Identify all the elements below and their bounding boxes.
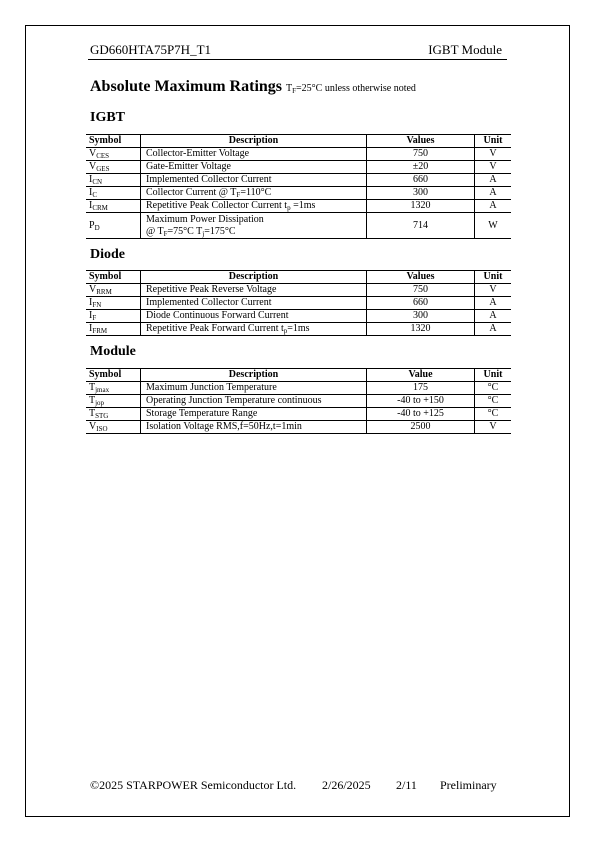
col-unit: Unit <box>475 369 512 382</box>
document-type: IGBT Module <box>428 42 502 57</box>
unit-cell: W <box>475 213 512 239</box>
unit-cell: °C <box>475 408 512 421</box>
symbol-cell: $T_{STG}$ <box>86 408 141 421</box>
unit-cell: A <box>475 174 512 187</box>
table-row <box>86 284 511 297</box>
description-cell: Maximum Junction Temperature <box>141 382 367 395</box>
col-description: Description <box>141 135 367 148</box>
header-rule <box>88 59 507 60</box>
table-row <box>86 174 511 187</box>
section-heading-diode: Diode <box>90 247 125 262</box>
page-title <box>90 78 416 96</box>
col-unit: Unit <box>475 135 512 148</box>
unit-cell: A <box>475 323 512 336</box>
col-symbol: Symbol <box>86 369 141 382</box>
footer-page-number: 2/11 <box>396 778 417 792</box>
title-main: Absolute Maximum Ratings <box>90 78 283 95</box>
value-cell: 750 <box>367 148 475 161</box>
symbol-cell: $T_{jop}$ <box>86 395 141 408</box>
value-cell: 1320 <box>367 200 475 213</box>
table-row <box>86 148 511 161</box>
table-row <box>86 382 511 395</box>
unit-cell: A <box>475 297 512 310</box>
value-cell: 1320 <box>367 323 475 336</box>
section-heading-igbt: IGBT <box>90 110 126 125</box>
col-description: Description <box>141 271 367 284</box>
title-condition: $T_F=25^\circ C$ unless otherwise noted <box>286 83 416 95</box>
description-cell: Collector Current @ $T_F=110^\circ C$ <box>141 187 367 200</box>
symbol-cell: $T_{jmax}$ <box>86 382 141 395</box>
table-header-row <box>86 271 511 284</box>
table-row <box>86 421 511 434</box>
value-cell: 2500 <box>367 421 475 434</box>
value-cell: -40 to +150 <box>367 395 475 408</box>
symbol-cell: $I_{CRM}$ <box>86 200 141 213</box>
symbol-cell: $I_F$ <box>86 310 141 323</box>
value-cell: 660 <box>367 297 475 310</box>
description-cell: Isolation Voltage RMS,f=50Hz,t=1min <box>141 421 367 434</box>
footer-status: Preliminary <box>440 778 497 792</box>
symbol-cell: $V_{CES}$ <box>86 148 141 161</box>
value-cell: -40 to +125 <box>367 408 475 421</box>
unit-cell: V <box>475 284 512 297</box>
col-value: Value <box>367 369 475 382</box>
value-cell: 660 <box>367 174 475 187</box>
table-row <box>86 297 511 310</box>
igbt-table <box>86 134 511 239</box>
unit-cell: V <box>475 161 512 174</box>
value-cell: ±20 <box>367 161 475 174</box>
value-cell: 714 <box>367 213 475 239</box>
table-row <box>86 310 511 323</box>
footer-date: 2/26/2025 <box>322 778 371 792</box>
value-cell: 300 <box>367 310 475 323</box>
description-cell: Maximum Power Dissipation @ $T_F=75^\circ C$ $T_j=175^\circ C$ <box>141 213 367 239</box>
symbol-cell: $I_{FN}$ <box>86 297 141 310</box>
description-cell: Implemented Collector Current <box>141 174 367 187</box>
table-row <box>86 213 511 239</box>
table-row <box>86 161 511 174</box>
value-cell: 750 <box>367 284 475 297</box>
col-unit: Unit <box>475 271 512 284</box>
description-cell: Operating Junction Temperature continuous <box>141 395 367 408</box>
unit-cell: °C <box>475 395 512 408</box>
table-row <box>86 395 511 408</box>
diode-table <box>86 270 511 336</box>
table-row <box>86 200 511 213</box>
table-row <box>86 187 511 200</box>
col-description: Description <box>141 369 367 382</box>
description-cell: Gate-Emitter Voltage <box>141 161 367 174</box>
unit-cell: V <box>475 148 512 161</box>
symbol-cell: $P_D$ <box>86 213 141 239</box>
symbol-cell: $I_{FRM}$ <box>86 323 141 336</box>
symbol-cell: $V_{GES}$ <box>86 161 141 174</box>
col-symbol: Symbol <box>86 271 141 284</box>
unit-cell: A <box>475 187 512 200</box>
table-header-row <box>86 135 511 148</box>
symbol-cell: $I_{CN}$ <box>86 174 141 187</box>
value-cell: 300 <box>367 187 475 200</box>
table-header-row <box>86 369 511 382</box>
unit-cell: °C <box>475 382 512 395</box>
value-cell: 175 <box>367 382 475 395</box>
symbol-cell: $I_C$ <box>86 187 141 200</box>
description-cell: Repetitive Peak Collector Current $t_p =1ms$ <box>141 200 367 213</box>
description-cell: Repetitive Peak Reverse Voltage <box>141 284 367 297</box>
col-values: Values <box>367 135 475 148</box>
table-row <box>86 408 511 421</box>
symbol-cell: $V_{ISO}$ <box>86 421 141 434</box>
description-cell: Storage Temperature Range <box>141 408 367 421</box>
section-heading-module: Module <box>90 344 136 359</box>
module-table <box>86 368 511 434</box>
part-number: GD660HTA75P7H_T1 <box>90 42 212 57</box>
unit-cell: V <box>475 421 512 434</box>
description-cell: Repetitive Peak Forward Current $t_p=1ms$ <box>141 323 367 336</box>
table-row <box>86 323 511 336</box>
col-values: Values <box>367 271 475 284</box>
footer-copyright: ©2025 STARPOWER Semiconductor Ltd. <box>90 778 297 792</box>
description-cell: Diode Continuous Forward Current <box>141 310 367 323</box>
description-cell: Implemented Collector Current <box>141 297 367 310</box>
unit-cell: A <box>475 200 512 213</box>
symbol-cell: $V_{RRM}$ <box>86 284 141 297</box>
col-symbol: Symbol <box>86 135 141 148</box>
description-cell: Collector-Emitter Voltage <box>141 148 367 161</box>
unit-cell: A <box>475 310 512 323</box>
